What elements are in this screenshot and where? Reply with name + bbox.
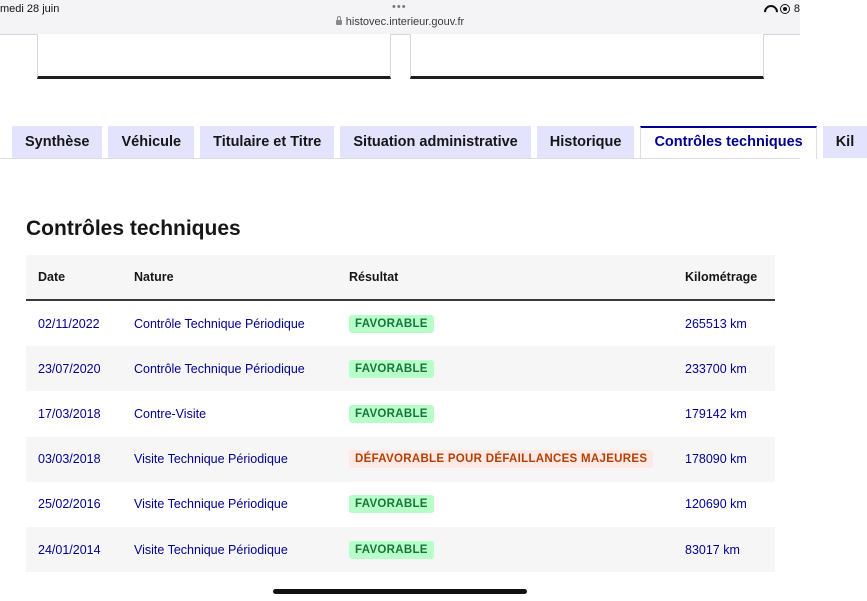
battery-percent: 8 [793,3,800,15]
cell-nature: Visite Technique Périodique [134,542,288,557]
address-bar[interactable] [0,16,800,28]
table-row [26,437,775,482]
cell-date: 24/01/2014 [38,542,101,557]
status-badge: FAVORABLE [349,405,434,423]
page-title: Contrôles techniques [26,217,241,240]
tab-kilometrage[interactable]: Kil [823,126,867,158]
status-badge: FAVORABLE [349,360,434,378]
info-card-left [37,34,391,79]
cell-nature: Contre-Visite [134,406,207,421]
table-row [26,391,775,436]
tab-controles-techniques[interactable]: Contrôles techniques [640,126,816,159]
cell-km: 178090 km [685,452,747,467]
status-badge: FAVORABLE [349,495,434,513]
table-header [26,255,775,301]
status-badge: DÉFAVORABLE POUR DÉFAILLANCES MAJEURES [349,450,653,468]
home-indicator[interactable] [273,589,527,594]
tab-list [12,126,855,158]
table-row [26,482,775,527]
status-date: medi 28 juin [0,3,60,15]
cell-nature: Contrôle Technique Périodique [134,316,305,331]
cell-km: 179142 km [685,406,747,421]
status-icons [764,3,800,15]
tab-titulaire-titre[interactable]: Titulaire et Titre [200,126,334,158]
cell-km: 265513 km [685,316,747,331]
browser-status-bar [0,0,800,35]
cell-nature: Visite Technique Périodique [134,497,288,512]
header-nature: Nature [134,270,174,284]
header-km: Kilométrage [685,270,758,284]
cell-km: 83017 km [685,542,740,557]
header-result: Résultat [349,270,399,284]
tab-vehicule[interactable]: Véhicule [108,126,194,158]
table-row [26,346,775,391]
tab-overview-dots[interactable]: ••• [392,1,407,13]
cell-km: 233700 km [685,361,747,376]
cell-date: 23/07/2020 [38,361,101,376]
url-text: histovec.interieur.gouv.fr [345,16,465,28]
location-icon [780,4,790,14]
status-badge: FAVORABLE [349,541,434,559]
status-badge: FAVORABLE [349,315,434,333]
cell-date: 03/03/2018 [38,452,101,467]
wifi-icon [764,5,776,14]
tab-historique[interactable]: Historique [537,126,635,158]
table-row [26,527,775,572]
lock-icon [336,20,342,25]
info-card-right [410,34,764,79]
header-date: Date [38,270,66,284]
controles-table [26,255,775,572]
cell-km: 120690 km [685,497,747,512]
cell-nature: Contrôle Technique Périodique [134,361,305,376]
cell-date: 25/02/2016 [38,497,101,512]
tab-situation-administrative[interactable]: Situation administrative [340,126,530,158]
table-row [26,301,775,346]
cell-date: 02/11/2022 [38,316,100,331]
cell-nature: Visite Technique Périodique [134,452,288,467]
cell-date: 17/03/2018 [38,406,101,421]
tab-synthese[interactable]: Synthèse [12,126,102,158]
